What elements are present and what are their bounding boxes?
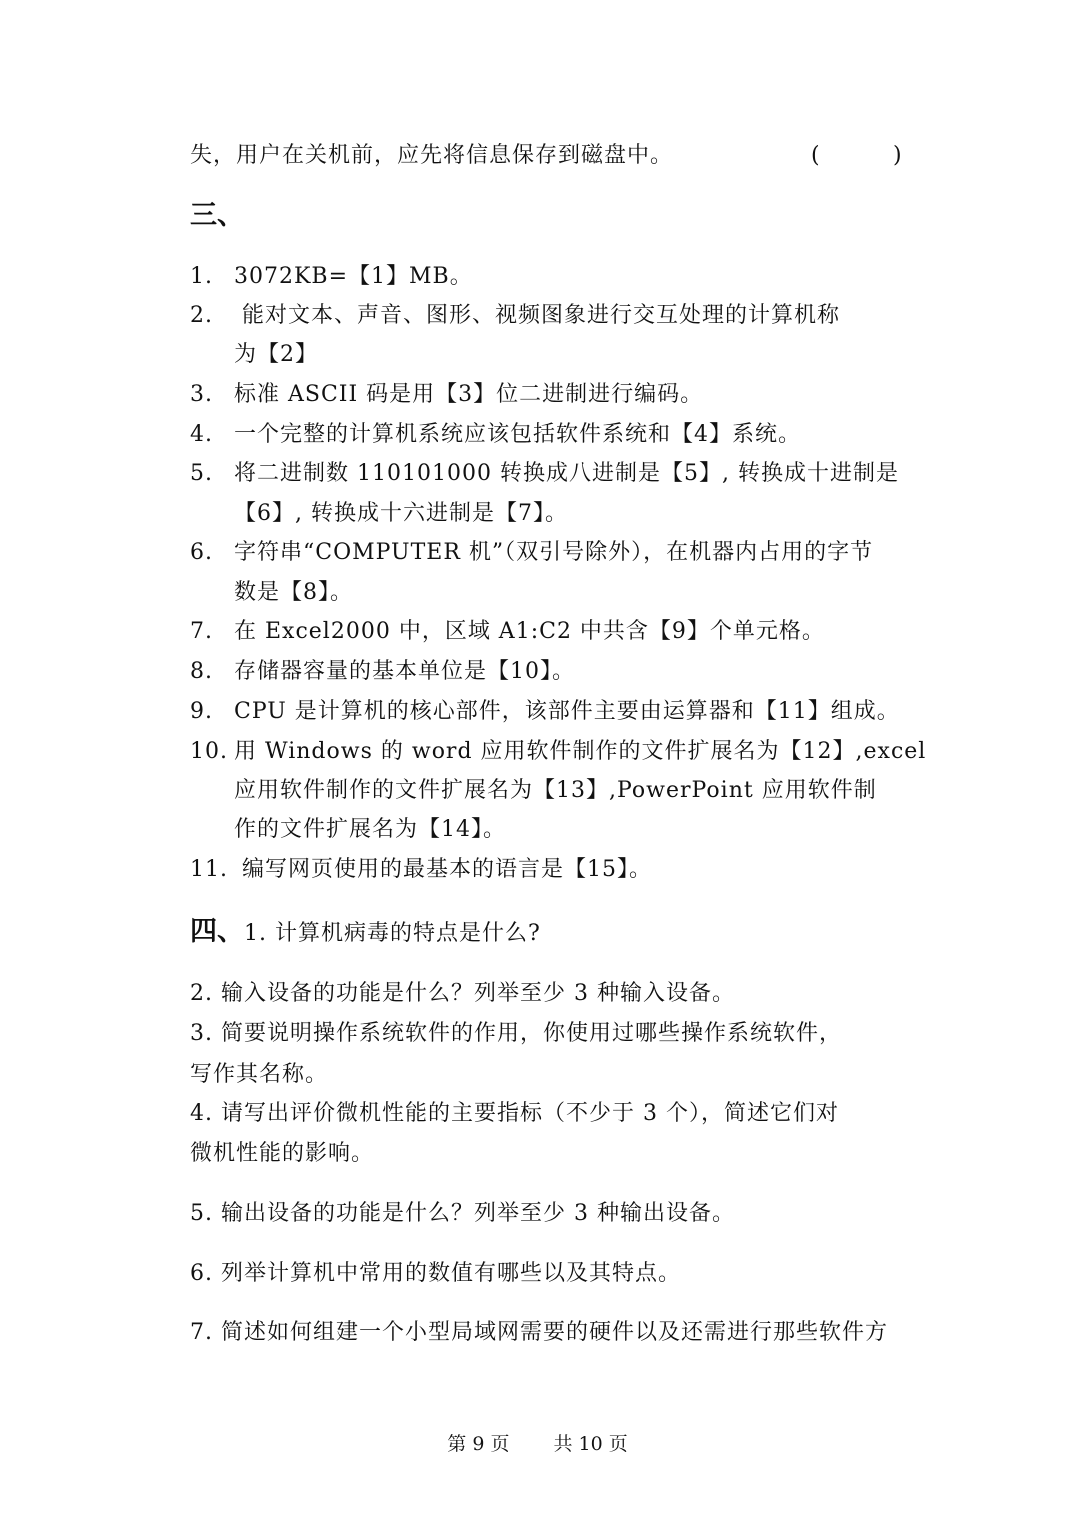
item-number: 5.	[190, 461, 213, 486]
item-number: 8.	[190, 659, 213, 684]
item-number: 1.	[190, 264, 213, 289]
question-7: 7. 简述如何组建一个小型局域网需要的硬件以及还需进行那些软件方	[190, 1320, 888, 1345]
item-number: 4.	[190, 422, 213, 447]
item-text-continued: 应用软件制作的文件扩展名为【13】,PowerPoint 应用软件制	[234, 778, 877, 803]
item-text: 将二进制数 110101000 转换成八进制是【5】, 转换成十进制是	[234, 461, 899, 486]
list-item	[190, 657, 575, 687]
list-item	[190, 737, 926, 767]
list-item	[190, 697, 900, 727]
list-item	[190, 538, 873, 568]
item-text: 用 Windows 的 word 应用软件制作的文件扩展名为【12】,excel	[234, 739, 927, 764]
question-1: 1. 计算机病毒的特点是什么?	[244, 921, 541, 946]
item-number: 11.	[190, 857, 228, 882]
item-text: 在 Excel2000 中，区域 A1:C2 中共含【9】个单元格。	[234, 619, 825, 644]
answer-paren-open: (	[811, 143, 820, 168]
question-4-line-1: 4. 请写出评价微机性能的主要指标（不少于 3 个），简述它们对	[190, 1101, 839, 1126]
list-item	[190, 459, 899, 489]
section-4-heading: 四、	[190, 916, 244, 947]
question-2: 2. 输入设备的功能是什么？列举至少 3 种输入设备。	[190, 981, 735, 1006]
item-text-continued: 作的文件扩展名为【14】。	[234, 817, 506, 842]
item-number: 10.	[190, 739, 228, 764]
item-text: 存储器容量的基本单位是【10】。	[234, 659, 575, 684]
question-5: 5. 输出设备的功能是什么？列举至少 3 种输出设备。	[190, 1201, 735, 1226]
item-number: 6.	[190, 540, 213, 565]
question-6: 6. 列举计算机中常用的数值有哪些以及其特点。	[190, 1261, 681, 1286]
page-number: 第 9 页	[447, 1433, 510, 1455]
section-4-header-row	[190, 915, 541, 949]
question-3-line-1: 3. 简要说明操作系统软件的作用，你使用过哪些操作系统软件，	[190, 1021, 842, 1046]
page-footer	[0, 1430, 1075, 1458]
item-text: 一个完整的计算机系统应该包括软件系统和【4】系统。	[234, 422, 801, 447]
item-text-continued: 数是【8】。	[234, 580, 353, 605]
item-text: 字符串“COMPUTER 机”（双引号除外），在机器内占用的字节	[234, 540, 874, 565]
item-text: CPU 是计算机的核心部件，该部件主要由运算器和【11】组成。	[234, 699, 900, 724]
answer-paren-close: )	[893, 143, 902, 168]
list-item	[190, 380, 703, 410]
item-text-continued: 【6】, 转换成十六进制是【7】。	[234, 501, 568, 526]
item-number: 2.	[190, 303, 213, 328]
item-text: 编写网页使用的最基本的语言是【15】。	[234, 857, 652, 882]
question-3-line-2: 写作其名称。	[190, 1062, 329, 1087]
question-4-line-2: 微机性能的影响。	[190, 1141, 375, 1166]
item-text: 标准 ASCII 码是用【3】位二进制进行编码。	[234, 382, 704, 407]
item-text-continued: 为【2】	[234, 342, 318, 367]
item-text: 能对文本、声音、图形、视频图象进行交互处理的计算机称	[234, 303, 840, 328]
list-item	[190, 301, 840, 331]
list-item	[190, 617, 825, 647]
list-item	[190, 262, 473, 292]
item-text: 3072KB=【1】MB。	[234, 264, 473, 289]
item-number: 7.	[190, 619, 213, 644]
item-number: 3.	[190, 382, 213, 407]
list-item	[190, 855, 652, 885]
continuation-text: 失，用户在关机前，应先将信息保存到磁盘中。	[190, 143, 674, 168]
item-number: 9.	[190, 699, 213, 724]
list-item	[190, 420, 801, 450]
section-3-heading: 三、	[190, 200, 244, 231]
page-total: 共 10 页	[553, 1433, 628, 1455]
